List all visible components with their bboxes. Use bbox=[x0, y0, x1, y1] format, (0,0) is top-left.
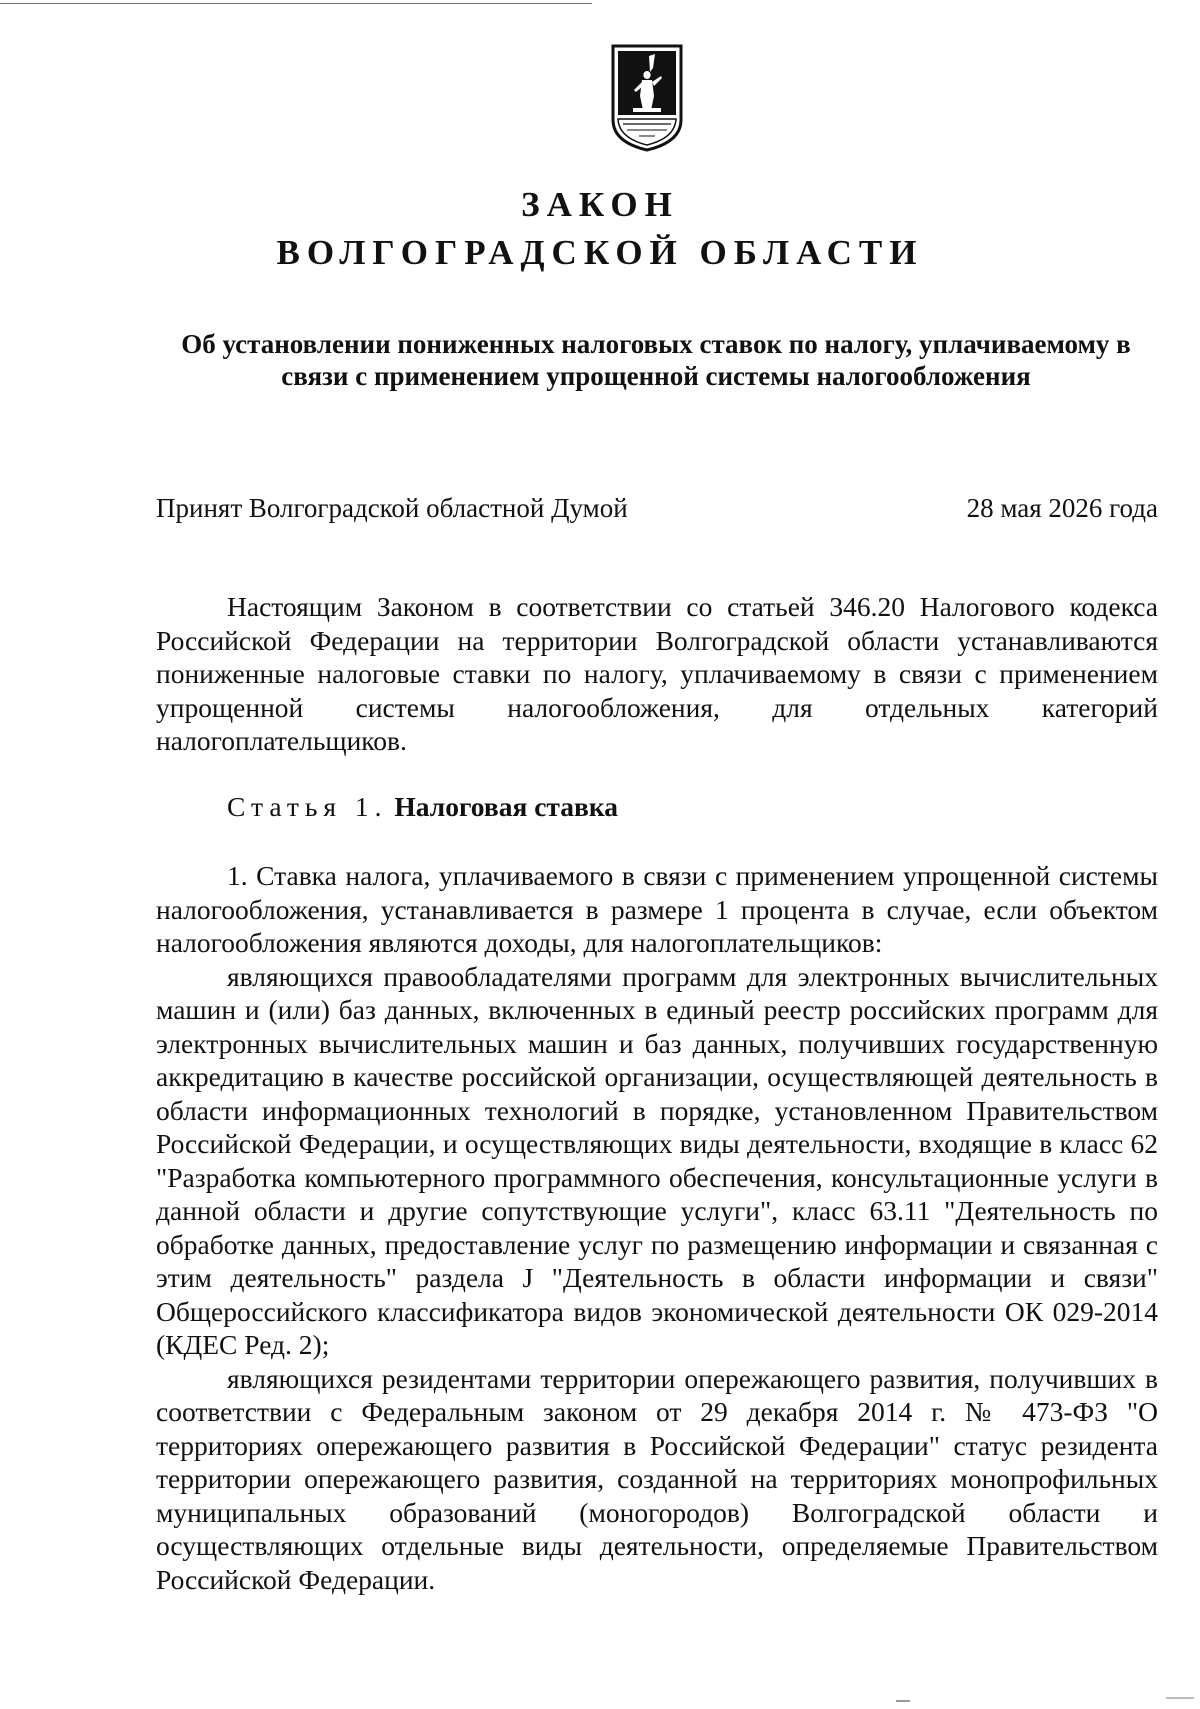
article-1-paragraph: являющихся правообладателями программ для электронных вычислительных машин и (или) баз данных, включенных в единый реестр российских программ для электронных вычислительных машин и баз данных, получивших государственную аккредитацию в качестве российской организации, осуществляющей деятельность в области информационных технологий в порядке, установленном Правительством Российской Федерации, и осуществляющих виды деятельности, входящие в класс 62 "Разработка компьютерного программного обеспечения, консультационные услуги в данной области и другие сопутствующие услуги", класс 63.11 "Деятельность по обработке данных, предоставление услуг по размещению информации и связанная с этим деятельность" раздела J "Деятельность в области информации и связи" Общероссийского классификатора видов экономической деятельности ОК 029-2014 (КДЕС Ред. 2); bbox=[156, 960, 1158, 1360]
adopted-by: Принят Волгоградской областной Думой bbox=[156, 493, 628, 523]
article-1-paragraph: 1. Ставка налога, уплачиваемого в связи с применением упрощенной системы налогообложения, устанавливается в размере 1 процента в случае, если объектом налогообложения являются доходы, для налогоплательщиков: bbox=[156, 860, 1158, 958]
scan-corner-mark bbox=[1166, 1697, 1194, 1699]
article-1-label: Статья 1. bbox=[227, 791, 388, 822]
document-title-law: ЗАКОН bbox=[521, 185, 679, 224]
volgograd-coat-of-arms-icon bbox=[609, 42, 685, 152]
scan-top-rule bbox=[0, 3, 592, 4]
article-1-heading bbox=[227, 790, 618, 824]
article-1-paragraph: являющихся резидентами территории опережающего развития, получивших в соответствии с Федеральным законом от 29 декабря 2014 г. № 473-ФЗ "О территориях опережающего развития в Российской Федерации" статус резидента территории опережающего развития, созданной на территориях монопрофильных муниципальных образований (моногородов) Волгоградской области и осуществляющих отдельные виды деятельности, определяемые Правительством Российской Федерации. bbox=[156, 1362, 1158, 1595]
preamble-paragraph: Настоящим Законом в соответствии со статьей 346.20 Налогового кодекса Российской Федерации на территории Волгоградской области устанавливаются пониженные налоговые ставки по налогу, уплачиваемому в связи с применением упрощенной системы налогообложения, для отдельных категорий налогоплательщиков. bbox=[156, 591, 1158, 756]
scan-bottom-mark bbox=[896, 1700, 910, 1702]
document-title-region: ВОЛГОГРАДСКОЙ ОБЛАСТИ bbox=[276, 233, 924, 272]
article-1-title: Налоговая ставка bbox=[394, 791, 619, 822]
adoption-line bbox=[156, 491, 1158, 525]
adopted-date: 28 мая 2026 года bbox=[966, 493, 1158, 523]
law-subject: Об установлении пониженных налоговых ставок по налогу, уплачиваемому в связи с применением упрощенной системы налогообложения bbox=[181, 329, 1131, 391]
article-1-body bbox=[156, 859, 1158, 1596]
